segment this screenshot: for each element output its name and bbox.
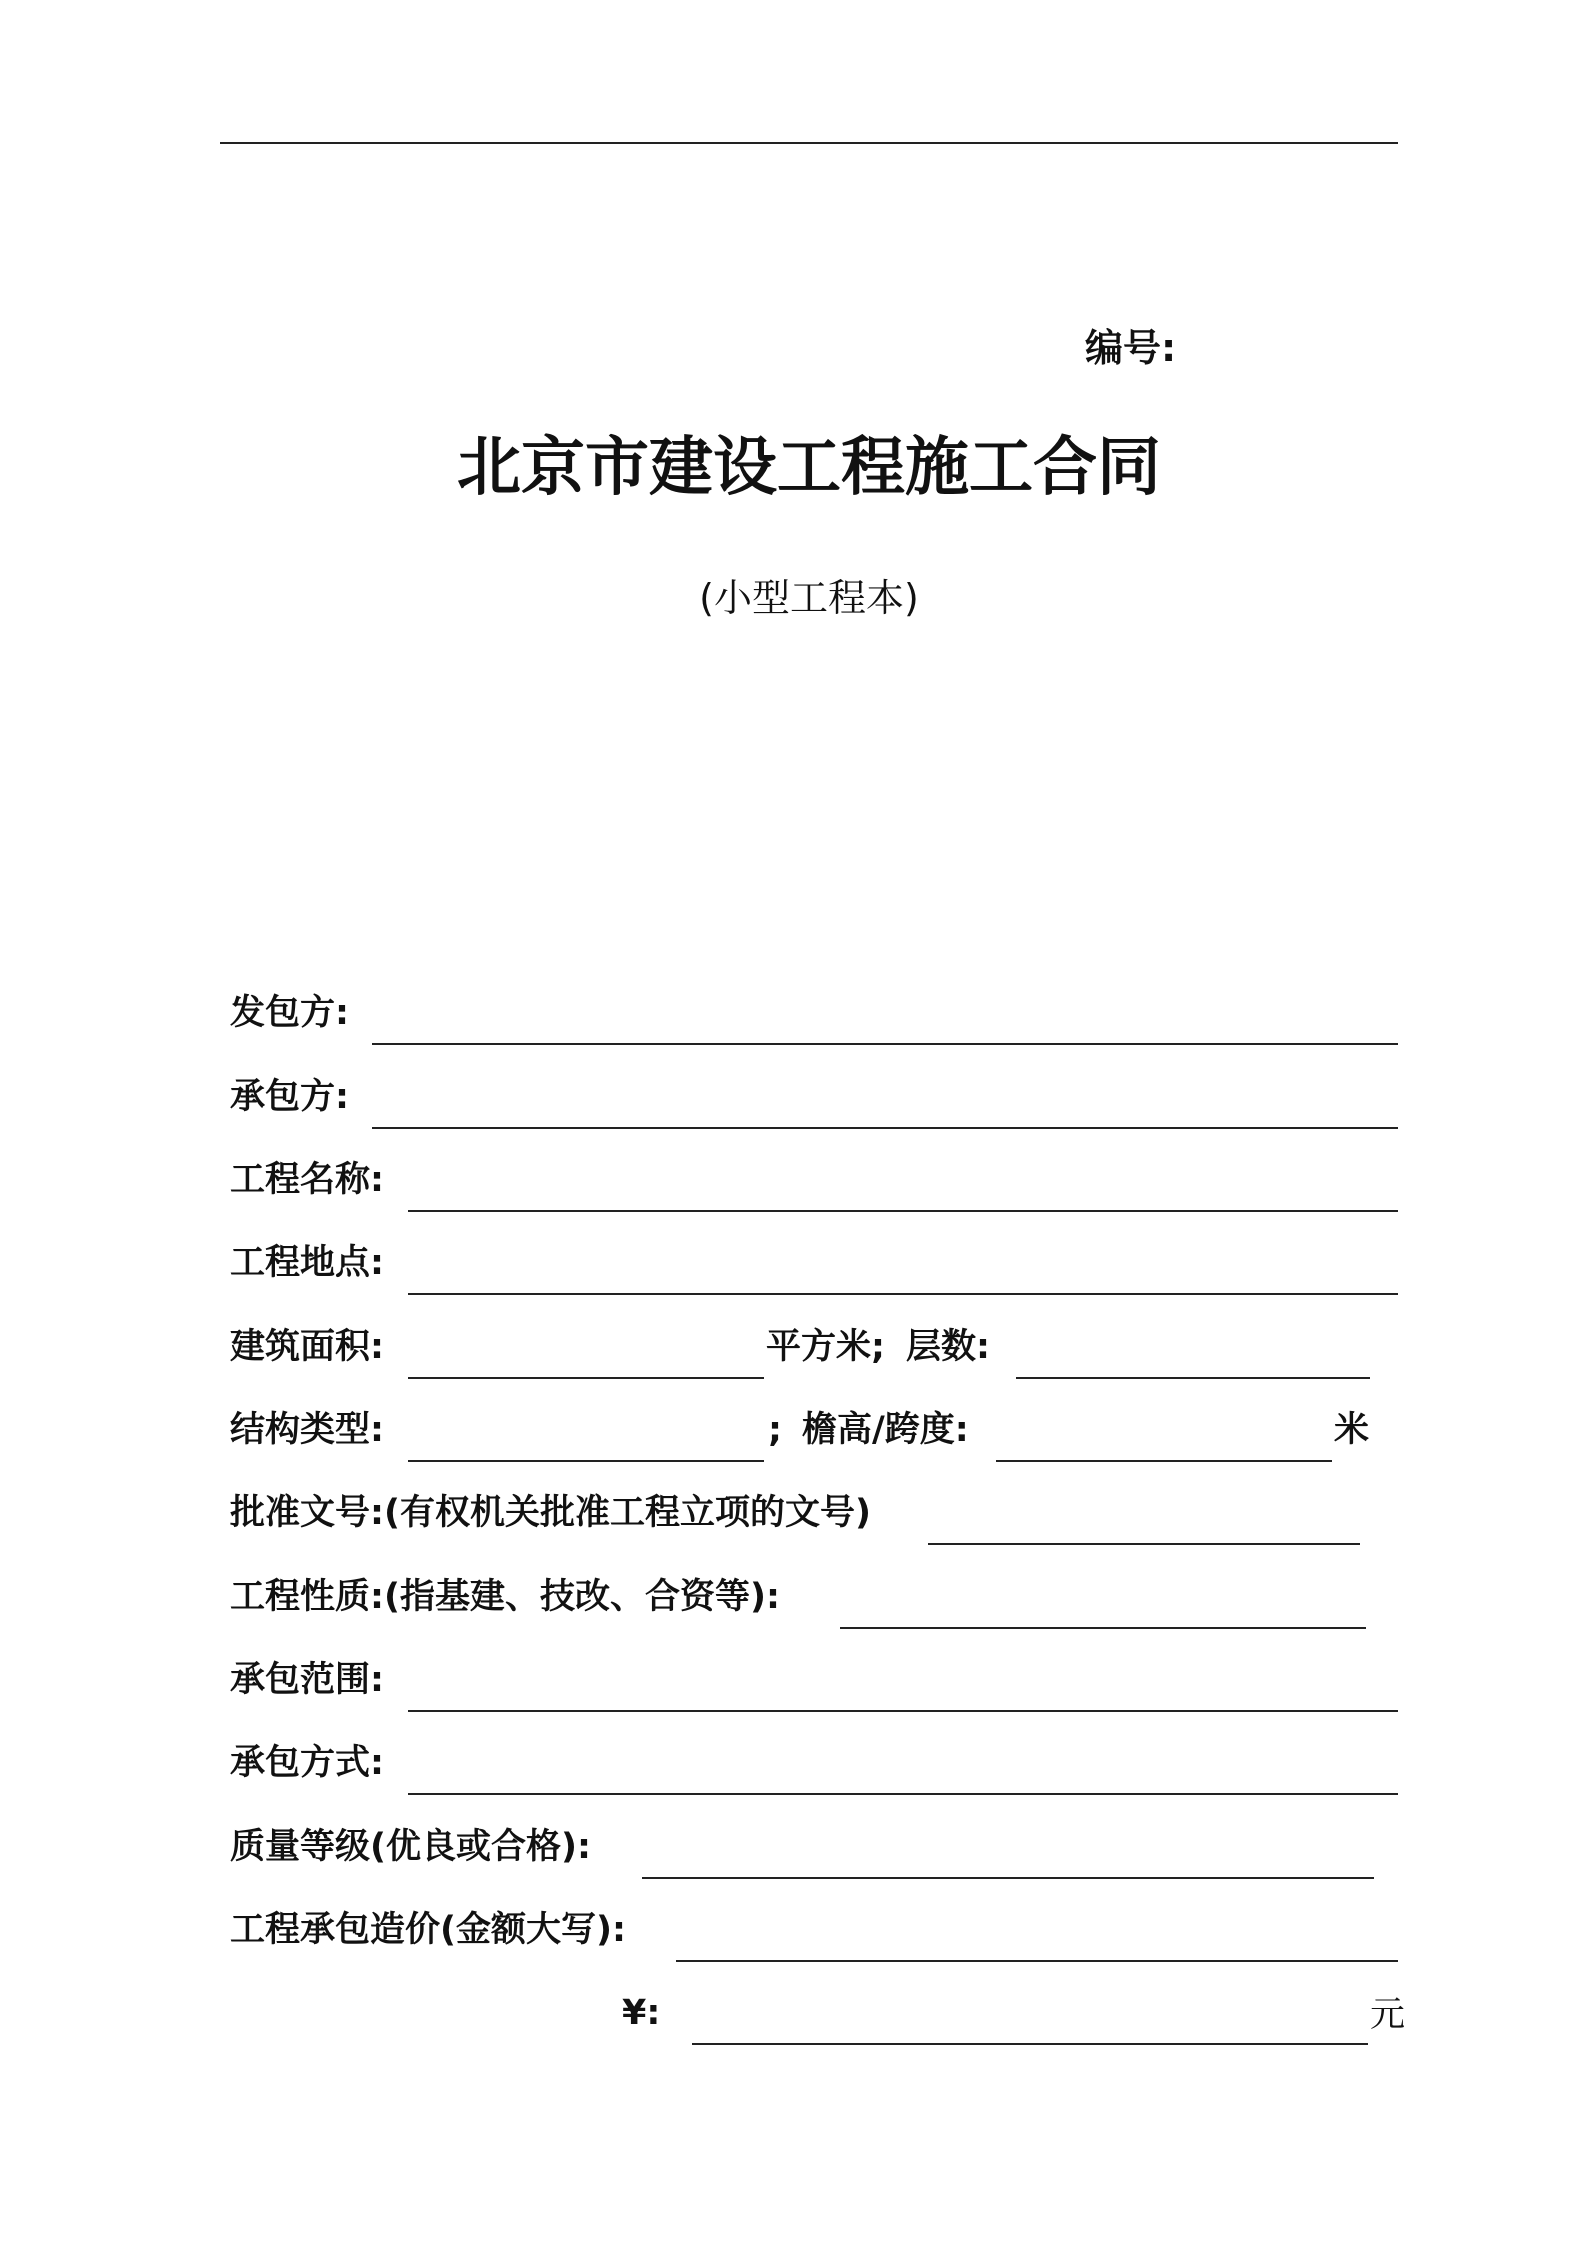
contract-scope-field[interactable]	[408, 1710, 1398, 1712]
meter-unit: 米	[1334, 1410, 1370, 1450]
eave-height-span-label: 檐高/跨度:	[802, 1410, 969, 1450]
page-subtitle: (小型工程本)	[699, 576, 919, 620]
yen-amount-field[interactable]	[692, 2043, 1368, 2045]
code-label: 编号:	[1085, 326, 1177, 370]
floors-label: 层数:	[906, 1327, 990, 1367]
page-title: 北京市建设工程施工合同	[457, 431, 1161, 505]
eave-height-span-field[interactable]	[996, 1460, 1332, 1462]
approval-doc-field[interactable]	[928, 1543, 1360, 1545]
contract-price-field[interactable]	[676, 1960, 1398, 1962]
employer-label: 发包方:	[230, 993, 349, 1033]
contract-price-label: 工程承包造价(金额大写):	[230, 1910, 626, 1950]
floors-field[interactable]	[1016, 1377, 1370, 1379]
project-location-field[interactable]	[408, 1293, 1398, 1295]
yen-label: ¥:	[622, 1993, 661, 2033]
separator: ;	[768, 1410, 782, 1450]
contract-scope-label: 承包范围:	[230, 1660, 384, 1700]
contractor-field[interactable]	[372, 1127, 1398, 1129]
project-name-label: 工程名称:	[230, 1160, 384, 1200]
quality-grade-label: 质量等级(优良或合格):	[230, 1827, 591, 1867]
project-name-field[interactable]	[408, 1210, 1398, 1212]
contract-method-field[interactable]	[408, 1793, 1398, 1795]
sqm-unit: 平方米;	[766, 1327, 885, 1367]
contract-method-label: 承包方式:	[230, 1743, 384, 1783]
structure-type-field[interactable]	[408, 1460, 764, 1462]
yuan-unit: 元	[1370, 1995, 1406, 2035]
building-area-field[interactable]	[408, 1377, 764, 1379]
project-location-label: 工程地点:	[230, 1243, 384, 1283]
structure-type-label: 结构类型:	[230, 1410, 384, 1450]
contractor-label: 承包方:	[230, 1077, 349, 1117]
building-area-label: 建筑面积:	[230, 1327, 384, 1367]
employer-field[interactable]	[372, 1043, 1398, 1045]
approval-doc-label: 批准文号:(有权机关批准工程立项的文号)	[230, 1493, 871, 1533]
project-nature-label: 工程性质:(指基建、技改、合资等):	[230, 1577, 780, 1617]
header-rule	[220, 142, 1398, 144]
quality-grade-field[interactable]	[642, 1877, 1374, 1879]
project-nature-field[interactable]	[840, 1627, 1366, 1629]
